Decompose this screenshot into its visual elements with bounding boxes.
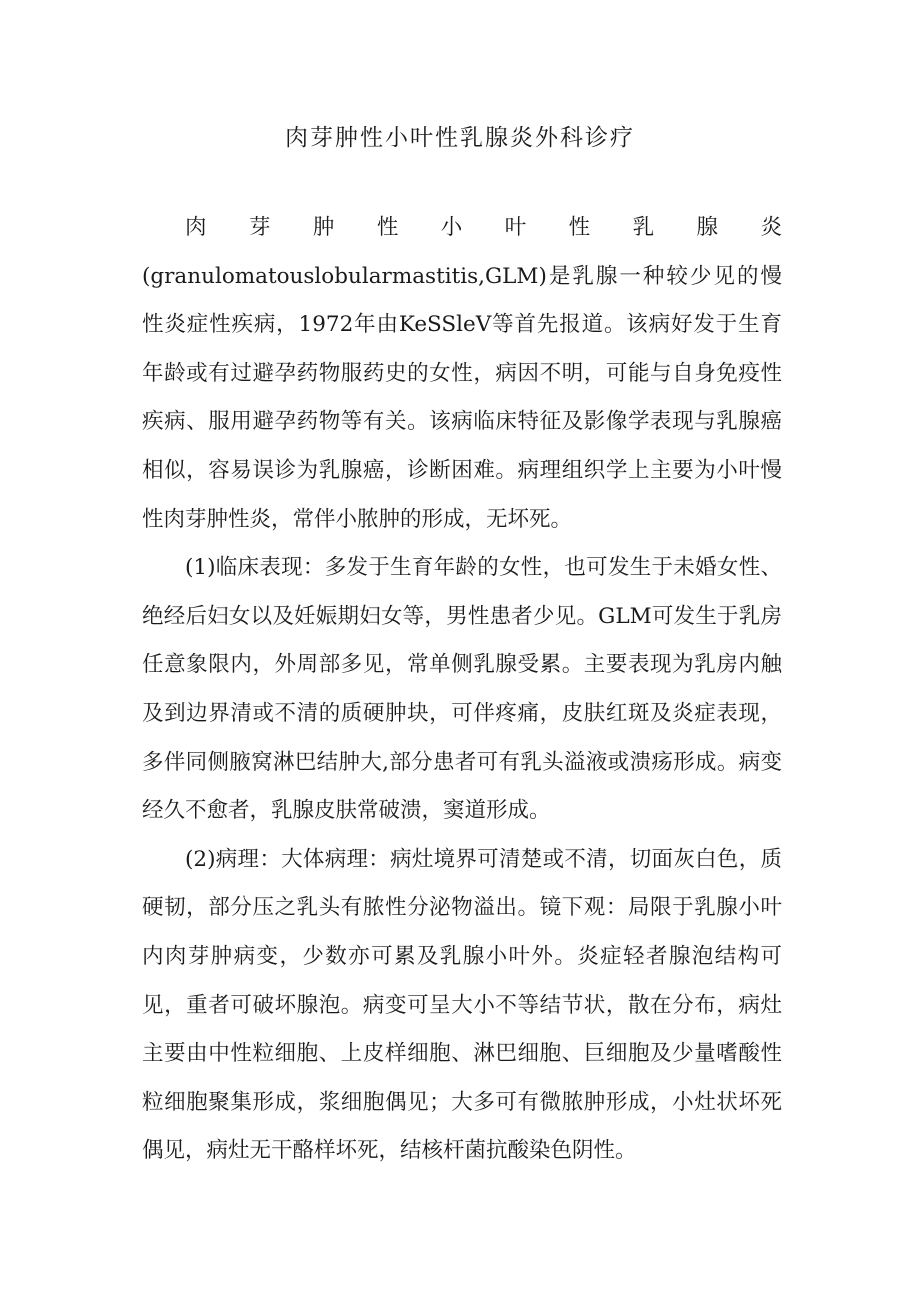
document-title: 肉芽肿性小叶性乳腺炎外科诊疗 (285, 125, 635, 151)
intro-char: 乳 (632, 215, 655, 240)
intro-char: 性 (376, 215, 399, 240)
intro-char: 芽 (248, 215, 271, 240)
intro-char: 性 (568, 215, 591, 240)
intro-char: 小 (440, 215, 463, 240)
intro-char: 炎 (760, 215, 782, 240)
intro-paragraph (142, 204, 782, 544)
intro-char: 肿 (312, 215, 335, 240)
section-pathology: (2)病理：大体病理：病灶境界可清楚或不清，切面灰白色，质硬韧，部分压之乳头有脓性分泌物溢出。镜下观：局限于乳腺小叶内肉芽肿病变，少数亦可累及乳腺小叶外。炎症轻者腺泡结构可见，重者可破坏腺泡。病变可呈大小不等结节状，散在分布，病灶主要由中性粒细胞、上皮样细胞、淋巴细胞、巨细胞及少量嗜酸性粒细胞聚集形成，浆细胞偶见；大多可有微脓肿形成，小灶状坏死偶见，病灶无干酪样坏死，结核杆菌抗酸染色阴性。 (142, 846, 782, 1164)
intro-body-text: (granulomatouslobularmastitis,GLM)是乳腺一种较少见的慢性炎症性疾病，1972年由KeSSleV等首先报道。该病好发于生育年龄或有过避孕药物服药史的女性，病因不明，可能与自身免疫性疾病、服用避孕药物等有关。该病临床特征及影像学表现与乳腺癌相似，容易误诊为乳腺癌，诊断困难。病理组织学上主要为小叶慢性肉芽肿性炎，常伴小脓肿的形成，无坏死。 (142, 263, 782, 532)
intro-char: 叶 (504, 215, 527, 240)
intro-char: 肉 (185, 215, 207, 240)
intro-char: 腺 (696, 215, 719, 240)
intro-first-line (142, 204, 782, 253)
section-clinical-presentation: (1)临床表现：多发于生育年龄的女性，也可发生于未婚女性、绝经后妇女以及妊娠期妇女等，男性患者少见。GLM可发生于乳房任意象限内，外周部多见，常单侧乳腺受累。主要表现为乳房内触及到边界清或不清的质硬肿块，可伴疼痛，皮肤红斑及炎症表现，多伴同侧腋窝淋巴结肿大,部分患者可有乳头溢液或溃疡形成。病变经久不愈者，乳腺皮肤常破溃，窦道形成。 (142, 555, 782, 824)
document-body (142, 204, 782, 1176)
